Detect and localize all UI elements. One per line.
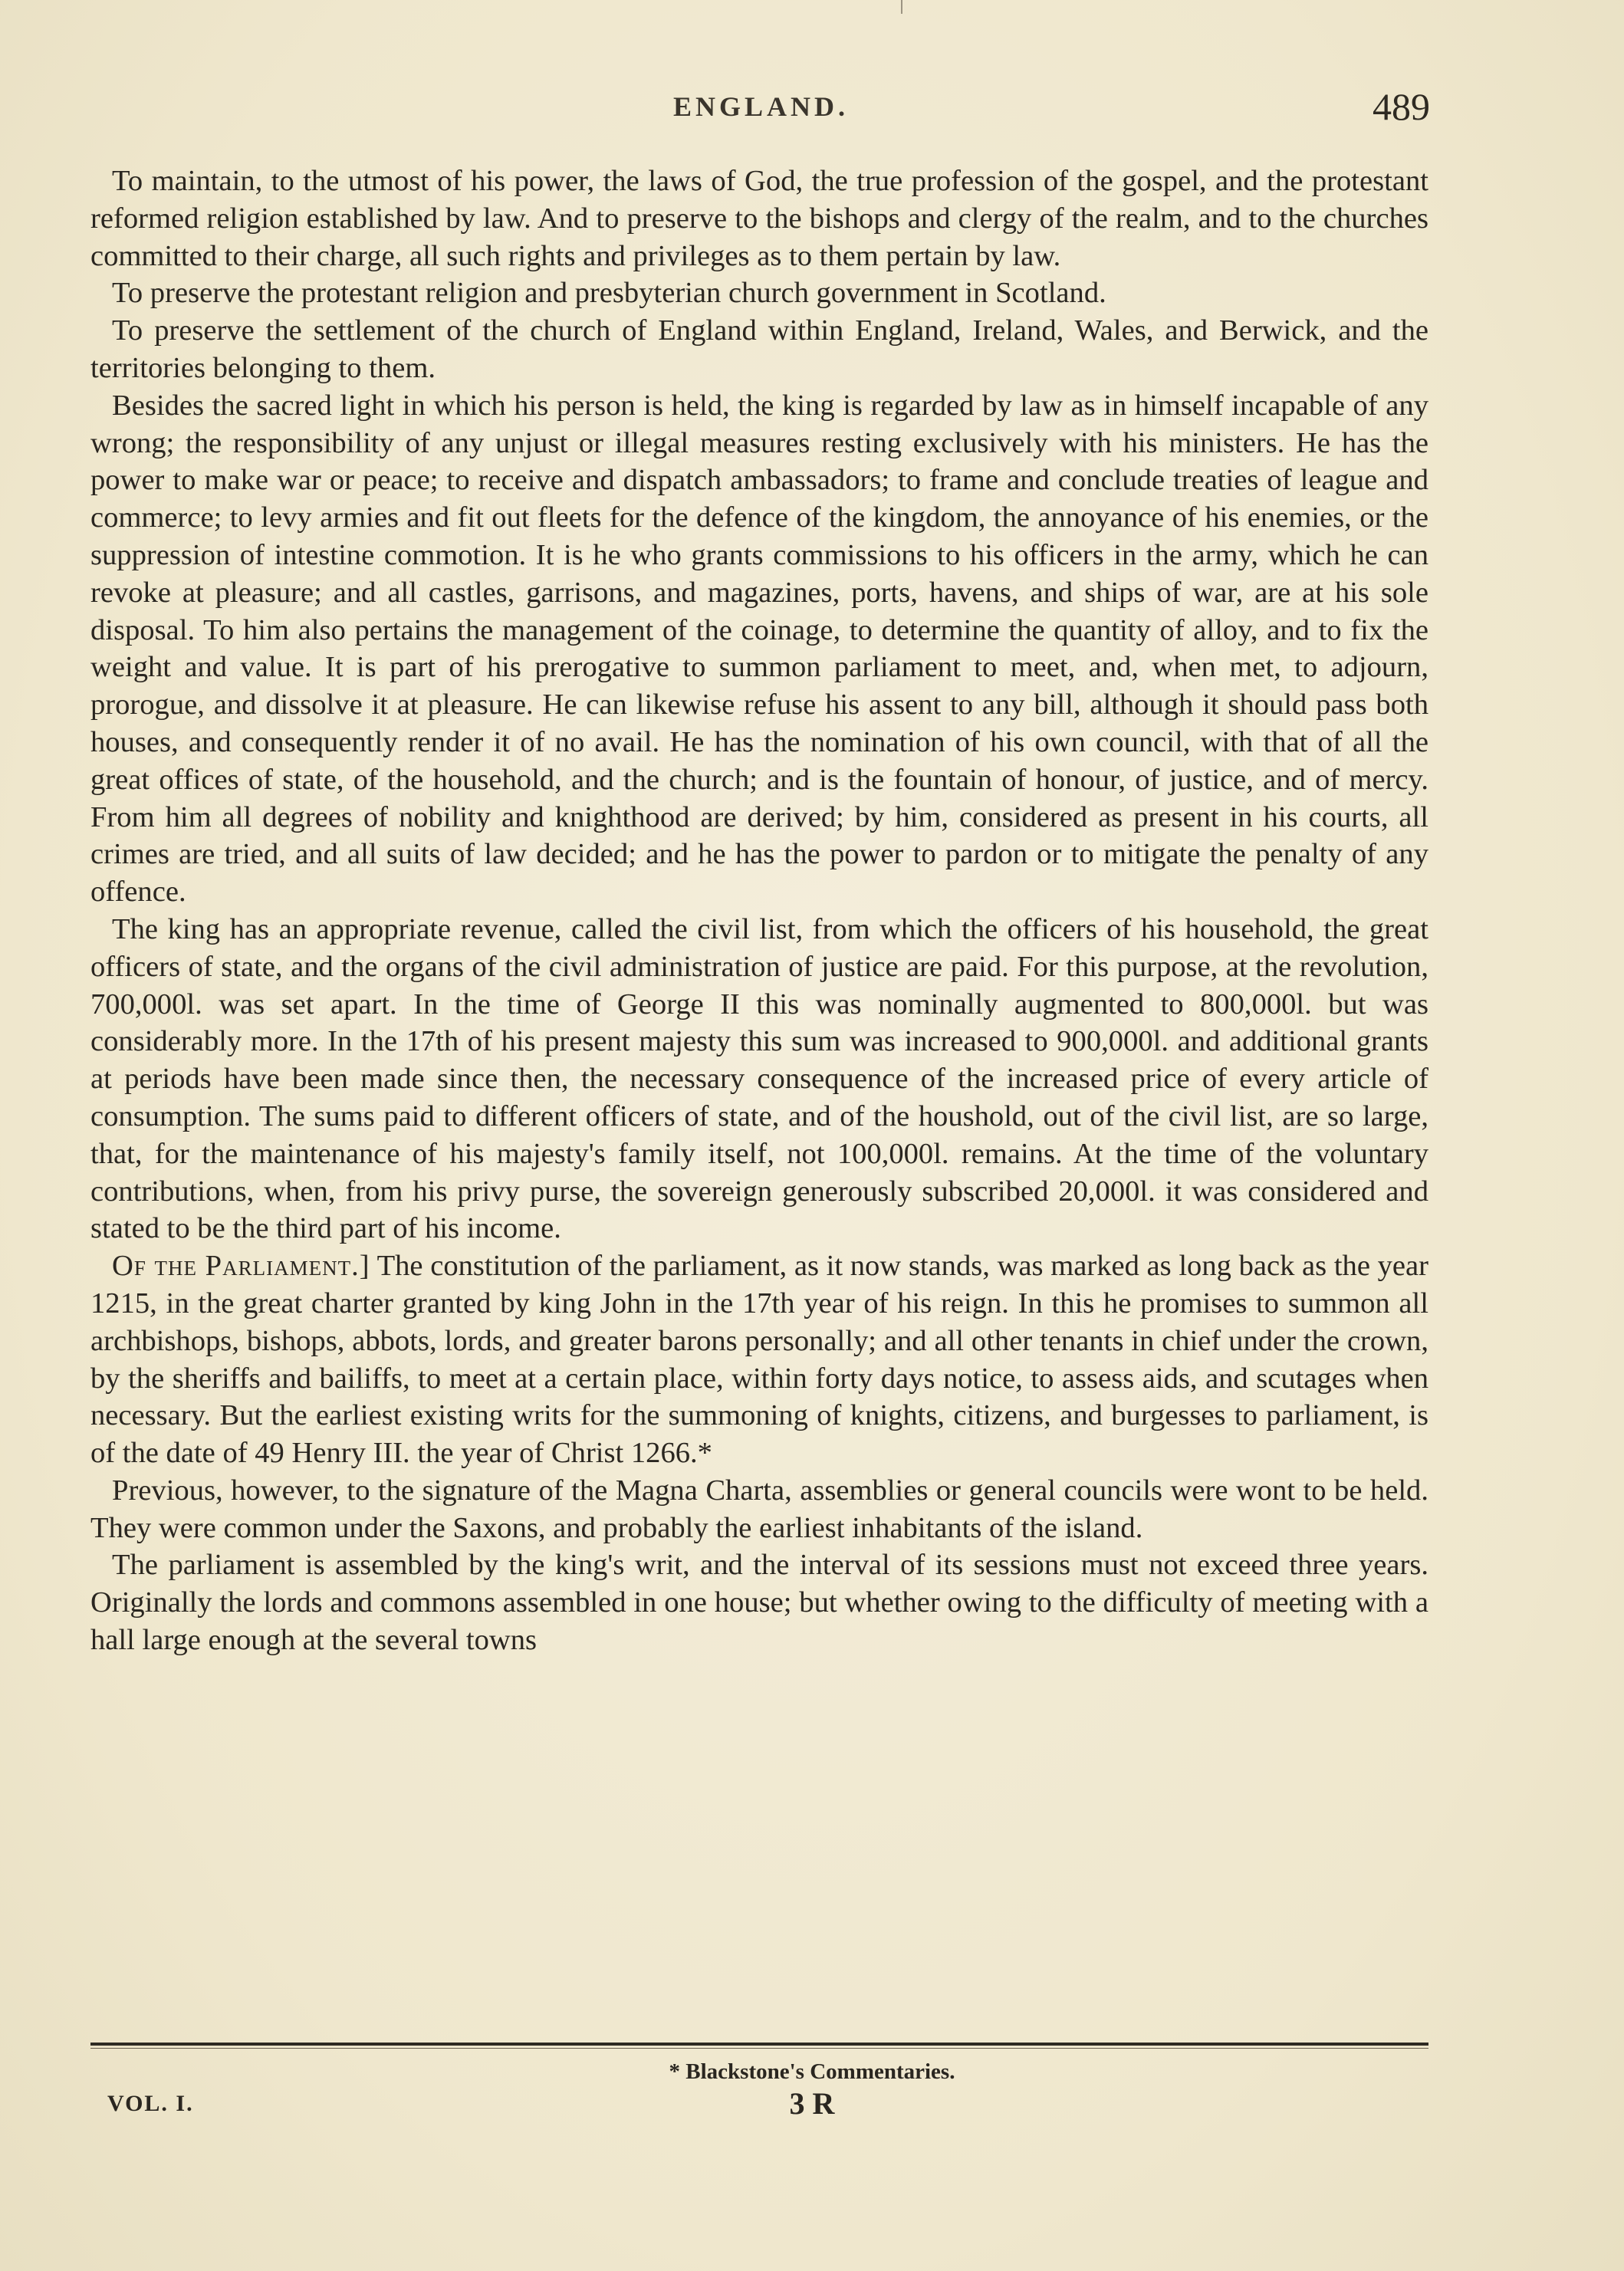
paragraph-prerogative: Besides the sacred light in which his person is held, the king is regarded by law as in himself incapable of any wrong; the responsibility of any unjust or illegal measures resting exclusively with his ministers. He has the power to make war or peace; to receive and dispatch ambassadors; to frame and conclude treaties of league and commerce; to levy armies and fit out fleets for the defence of the kingdom, the annoyance of his enemies, or the suppression of intestine commotion. It is he who grants commissions to his officers in the army, which he can revoke at pleasure; and all castles, garrisons, and magazines, ports, havens, and ships of war, are at his sole disposal. To him also pertains the management of the coinage, to determine the quantity of alloy, and to fix the weight and value. It is part of his prerogative to summon parliament to meet, and, when met, to adjourn, prorogue, and dissolve it at pleasure. He can likewise refuse his assent to any bill, although it should pass both houses, and consequently render it of no avail. He has the nomination of his own council, with that of all the great offices of state, of the household, and the church; and is the fountain of honour, of justice, and of mercy. From him all degrees of nobility and knighthood are derived; by him, considered as present in his courts, all crimes are tried, and all suits of law decided; and he has the power to pardon or to mitigate the penalty of any offence. — [90, 389, 1428, 909]
paragraph-oath: To maintain, to the utmost of his power, the laws of God, the true profession of the gospel, and the protestant reformed religion established by law. And to preserve to the bishops and clergy of the realm, and to the churches committed to their charge, all such rights and privileges as to them pertain by law. — [90, 165, 1428, 272]
paragraph-england: To preserve the settlement of the church of England within England, Ireland, Wales, and Berwick, and the territories belonging to them. — [90, 314, 1428, 384]
paragraph-magna-charta: Previous, however, to the signature of the Magna Charta, assemblies or general councils were wont to be held. They were common under the Saxons, and probably the earliest inhabitants of the island. — [90, 1474, 1428, 1544]
section-heading: Of the Parliament.] — [112, 1250, 370, 1283]
page-mark — [901, 0, 902, 14]
paragraph-parliament — [90, 1247, 1428, 1472]
paragraph-assembly: The parliament is assembled by the king's writ, and the interval of its sessions must not exceed three years. Originally the lords and commons assembled in one house; but whether owing to the difficulty of meeting with a hall large enough at the several towns — [90, 1549, 1428, 1657]
footnote-rule-thin — [90, 2048, 1428, 2049]
body-text — [90, 163, 1428, 1659]
paragraph-civil-list: The king has an appropriate revenue, called the civil list, from which the officers of his household, the great officers of state, and the organs of the civil administration of justice are paid. For this purpose, at the revolution, 700,000l. was set apart. In the time of George II this was nominally augmented to 800,000l. but was considerably more. In the 17th of his present majesty this sum was increased to 900,000l. and additional grants at periods have been made since then, the necessary consequence of the increased price of every article of consumption. The sums paid to different officers of state, and of the houshold, out of the civil list, are so large, that, for the maintenance of his majesty's family itself, not 100,000l. remains. At the time of the voluntary contributions, when, from his privy purse, the sovereign generously subscribed 20,000l. it was considered and stated to be the third part of his income. — [90, 912, 1428, 1245]
page-header — [92, 85, 1430, 144]
signature-mark: 3 R — [789, 2086, 835, 2121]
paragraph-scotland: To preserve the protestant religion and presbyterian church government in Scotland. — [112, 277, 1106, 310]
volume-label: VOL. I. — [107, 2091, 194, 2116]
page-number: 489 — [1373, 85, 1430, 128]
running-head: ENGLAND. — [672, 91, 850, 122]
footnote-rule — [90, 2043, 1428, 2046]
footnote: * Blackstone's Commentaries. — [669, 2059, 955, 2084]
section-text: The constitution of the parliament, as it now stands, was marked as long back as the year 1215, in the great charter granted by king John in the 17th year of his reign. In this he promises to summon all archbishops, bishops, abbots, lords, and greater barons personally; and all other tenants in chief under the crown, by the sheriffs and bailiffs, to meet at a certain place, within forty days notice, to assess aids, and scutages when necessary. But the earliest existing writs for the summoning of knights, citizens, and burgesses to parliament, is of the date of 49 Henry III. the year of Christ 1266.* — [90, 1250, 1429, 1470]
